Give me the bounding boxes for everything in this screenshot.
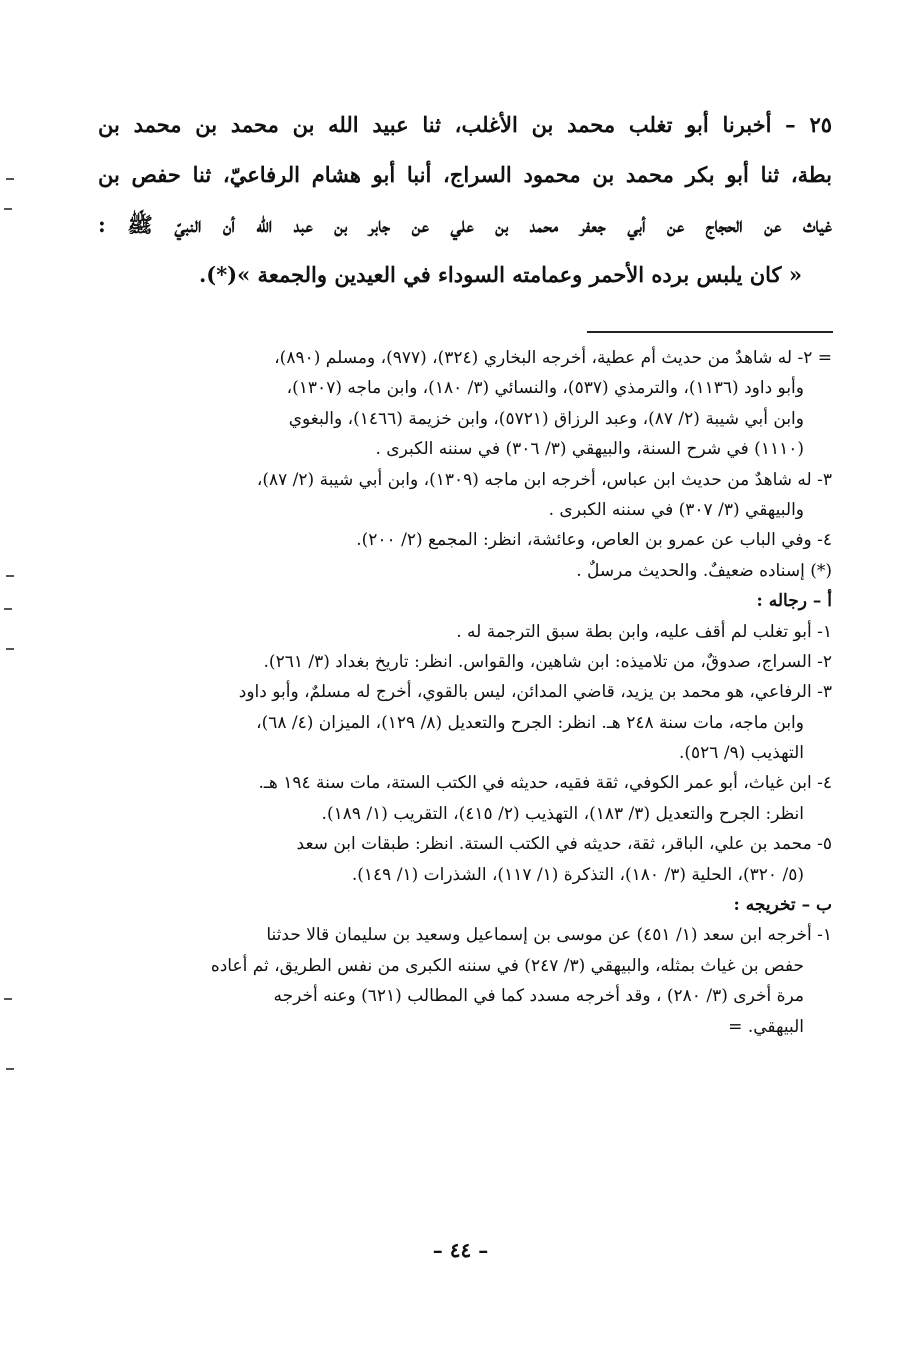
hadith-line: غياث عن الحجاج عن أبي جعفر محمد بن علي عن جابر بن عبد الله أن النبيّ ﷺ : — [98, 212, 832, 237]
footnote-line: (*) إسناده ضعيفٌ. والحديث مرسلٌ . — [576, 560, 832, 581]
footnote-separator — [587, 331, 833, 333]
section-heading: ب – تخريجه : — [733, 895, 832, 916]
hadith-line: « كان يلبس برده الأحمر وعمامته السوداء في العيدين والجمعة »(*). — [198, 262, 802, 287]
page-number: – ٤٤ – — [432, 1238, 489, 1262]
hadith-text — [98, 100, 832, 300]
scan-mark — [6, 178, 14, 180]
footnote-line: البيهقي. = — [728, 1016, 804, 1037]
footnote-line: وأبو داود (١١٣٦)، والترمذي (٥٣٧)، والنسائي (٣/ ١٨٠)، وابن ماجه (١٣٠٧)، — [286, 378, 804, 399]
footnote-line: والبيهقي (٣/ ٣٠٧) في سننه الكبرى . — [548, 499, 804, 520]
footnote-line: حفص بن غياث بمثله، والبيهقي (٣/ ٢٤٧) في سننه الكبرى من نفس الطريق، ثم أعاده — [210, 955, 804, 976]
footnote-line: (١١١٠) في شرح السنة، والبيهقي (٣/ ٣٠٦) في سننه الكبرى . — [375, 439, 804, 460]
footnote-line: انظر: الجرح والتعديل (٣/ ١٨٣)، التهذيب (٢/ ٤١٥)، التقريب (١/ ١٨٩). — [321, 803, 804, 824]
scan-mark — [4, 208, 12, 210]
scan-mark — [6, 648, 14, 650]
footnote-line: التهذيب (٩/ ٥٢٦). — [679, 743, 804, 764]
footnote-line: ٢- السراج، صدوقٌ، من تلاميذه: ابن شاهين، والقواس. انظر: تاريخ بغداد (٣/ ٢٦١). — [263, 651, 832, 672]
footnote-line: ١- أبو تغلب لم أقف عليه، وابن بطة سبق الترجمة له . — [456, 621, 832, 642]
footnote-line: ٣- الرفاعي، هو محمد بن يزيد، قاضي المدائن، ليس بالقوي، أخرج له مسلمٌ، وأبو داود — [238, 682, 832, 703]
scan-mark — [6, 1068, 14, 1070]
footnote-line: ٤- ابن غياث، أبو عمر الكوفي، ثقة فقيه، حديثه في الكتب الستة، مات سنة ١٩٤ هـ. — [258, 773, 832, 794]
footnote-line: مرة أخرى (٣/ ٢٨٠) ، وقد أخرجه مسدد كما في المطالب (٦٢١) وعنه أخرجه — [273, 986, 804, 1007]
footnote-line: ١- أخرجه ابن سعد (١/ ٤٥١) عن موسى بن إسماعيل وسعيد بن سليمان قالا حدثنا — [266, 925, 832, 946]
scan-mark — [6, 575, 14, 577]
scan-mark — [4, 608, 12, 610]
footnote-line: = ٢- له شاهدٌ من حديث أم عطية، أخرجه البخاري (٣٢٤)، (٩٧٧)، ومسلم (٨٩٠)، — [274, 348, 832, 368]
footnote-line: وابن ماجه، مات سنة ٢٤٨ هـ. انظر: الجرح والتعديل (٨/ ١٢٩)، الميزان (٤/ ٦٨)، — [256, 712, 804, 733]
footnote-line: ٤- وفي الباب عن عمرو بن العاص، وعائشة، انظر: المجمع (٢/ ٢٠٠). — [356, 530, 832, 551]
footnote-line: ٥- محمد بن علي، الباقر، ثقة، حديثه في الكتب الستة. انظر: طبقات ابن سعد — [296, 834, 832, 855]
scan-mark — [4, 998, 12, 1000]
hadith-line: ٢٥ – أخبرنا أبو تغلب محمد بن الأغلب، ثنا عبيد الله بن محمد بن محمد بن — [98, 112, 832, 137]
footnotes — [98, 343, 832, 1042]
section-heading: أ – رجاله : — [756, 591, 832, 612]
footnote-line: وابن أبي شيبة (٢/ ٨٧)، وعبد الرزاق (٥٧٢١)، وابن خزيمة (١٤٦٦)، والبغوي — [288, 408, 804, 429]
hadith-line: بطة، ثنا أبو بكر محمد بن محمود السراج، أنبا أبو هشام الرفاعيّ، ثنا حفص بن — [98, 162, 832, 187]
footnote-line: (٥/ ٣٢٠)، الحلية (٣/ ١٨٠)، التذكرة (١/ ١١٧)، الشذرات (١/ ١٤٩). — [351, 864, 804, 885]
footnote-line: ٣- له شاهدٌ من حديث ابن عباس، أخرجه ابن ماجه (١٣٠٩)، وابن أبي شيبة (٢/ ٨٧)، — [256, 469, 832, 490]
